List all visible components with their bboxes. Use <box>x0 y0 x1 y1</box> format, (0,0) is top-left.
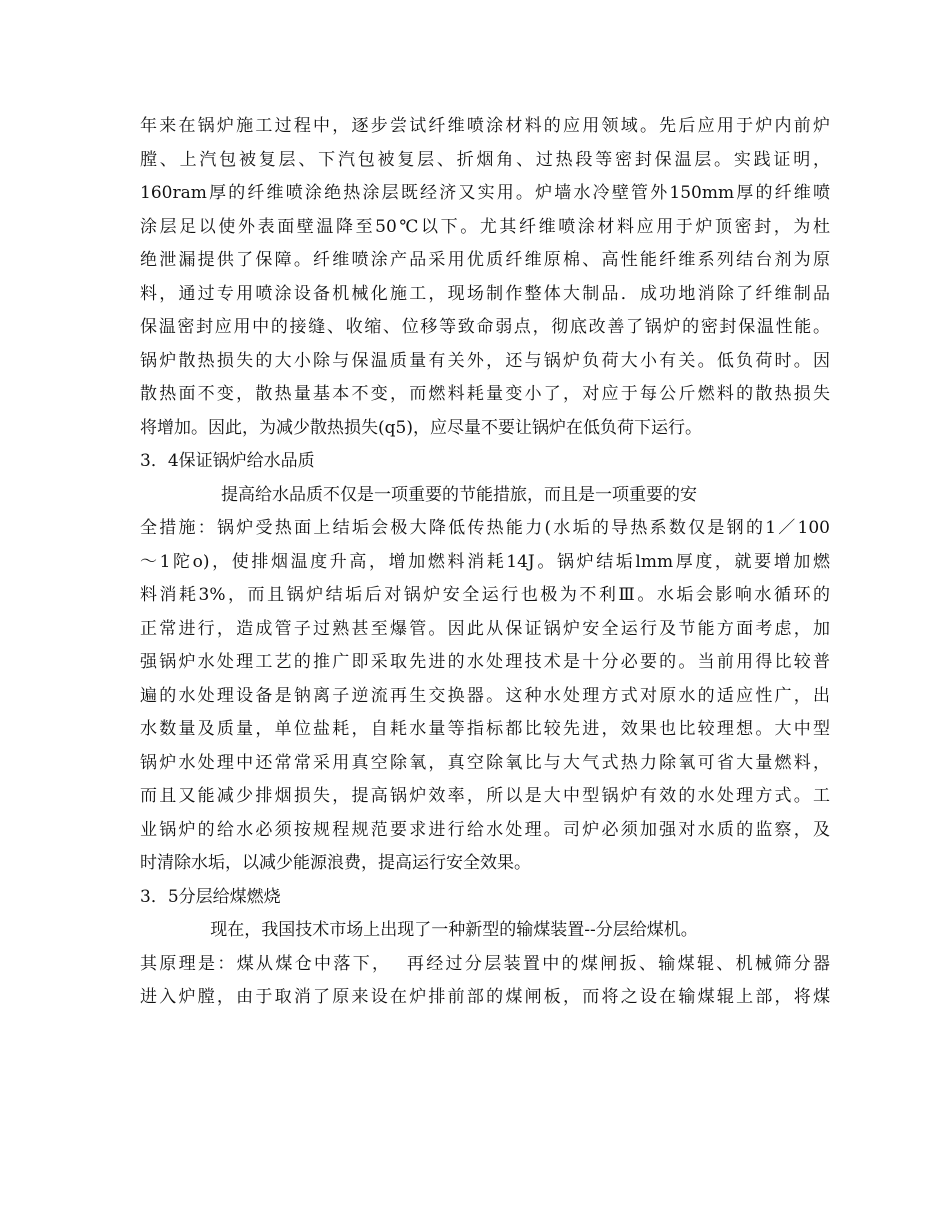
text-line: 水数量及质量，单位盐耗，自耗水量等指标都比较先进，效果也比较理想。大中型 <box>140 719 830 739</box>
text-line: 强锅炉水处理工艺的推广即采取先进的水处理技术是十分必要的。当前用得比较普 <box>140 652 830 672</box>
text-line: 膛、上汽包被复层、下汽包被复层、折烟角、过热段等密封保温层。实践证明， <box>140 149 830 170</box>
text-line: 进入炉膛，由于取消了原来设在炉排前部的煤闸板，而将之设在输煤辊上部，将煤 <box>140 987 830 1007</box>
text-line: 正常进行，造成管子过熟甚至爆管。因此从保证锅炉安全运行及节能方面考虑，加 <box>140 618 830 639</box>
text-line: 业锅炉的给水必须按规程规范要求进行给水处理。司炉必须加强对水质的监察，及 <box>140 819 830 840</box>
text-line: 将增加。因此，为减少散热损失(q5)，应尽量不要让锅炉在低负荷下运行。 <box>140 417 702 438</box>
heading-3-4: 3．4保证锅炉给水品质 <box>140 451 315 471</box>
text-line: 料，通过专用喷涂设备机械化施工，现场制作整体大制品．成功地消除了纤维制品 <box>140 283 830 304</box>
heading-3-5: 3．5分层给煤燃烧 <box>140 886 281 907</box>
text-line: 其原理是：煤从煤仓中落下， 再经过分层装置中的煤闸扳、输煤辊、机械筛分器 <box>140 953 830 974</box>
text-line: 保温密封应用中的接缝、收缩、位移等致命弱点，彻底改善了锅炉的密封保温性能。 <box>140 317 830 337</box>
text-line: 锅炉水处理中还常常采用真空除氧，真空除氧比与大气式热力除氧可省大量燃料， <box>140 752 830 773</box>
paragraph-layered-feeding <box>140 914 830 1015</box>
text-line: 遍的水处理设备是钠离子逆流再生交换器。这种水处理方式对原水的适应性广，出 <box>140 685 830 706</box>
text-line: 现在，我国技术市场上出现了一种新型的输煤装置--分层给煤机。 <box>140 920 698 940</box>
text-line: 绝泄漏提供了保障。纤维喷涂产品采用优质纤维原棉、高性能纤维系列结台剂为原 <box>140 250 830 270</box>
document-page <box>140 110 830 1015</box>
text-line: 年来在锅炉施工过程中，逐步尝试纤维喷涂材料的应用领域。先后应用于炉内前炉 <box>140 116 830 136</box>
text-line: 提高给水品质不仅是一项重要的节能措旅，而且是一项重要的安 <box>140 484 698 505</box>
text-line: 锅炉散热损失的大小除与保温质量有关外，还与锅炉负荷大小有关。低负荷时。因 <box>140 350 830 371</box>
text-line: 料消耗3%，而且锅炉结垢后对锅炉安全运行也极为不利Ⅲ。水垢会影响水循环的 <box>140 585 830 605</box>
text-line: 涂层足以使外表面壁温降至50℃以下。尤其纤维喷涂材料应用于炉顶密封，为杜 <box>140 216 830 237</box>
paragraph-feedwater <box>140 479 830 881</box>
text-line: 时清除水垢，以减少能源浪费，提高运行安全效果。 <box>140 853 531 873</box>
text-line: 散热面不变，散热量基本不变，而燃料耗量变小了，对应于每公斤燃料的散热损失 <box>140 384 830 404</box>
text-line: 而且又能减少排烟损失，提高锅炉效率，所以是大中型锅炉有效的水处理方式。工 <box>140 786 830 806</box>
text-line: 全措施：锅炉受热面上结垢会极大降低传热能力(水垢的导热系数仅是钢的1／100 <box>140 518 830 538</box>
paragraph-fiber-spray <box>140 110 830 445</box>
text-line: ～1陀o)，使排烟温度升高，增加燃料消耗14J。锅炉结垢lmm厚度，就要增加燃 <box>140 551 830 572</box>
text-line: 160ram厚的纤维喷涂绝热涂层既经济又实用。炉墙水冷壁管外150mm厚的纤维喷 <box>140 183 830 203</box>
